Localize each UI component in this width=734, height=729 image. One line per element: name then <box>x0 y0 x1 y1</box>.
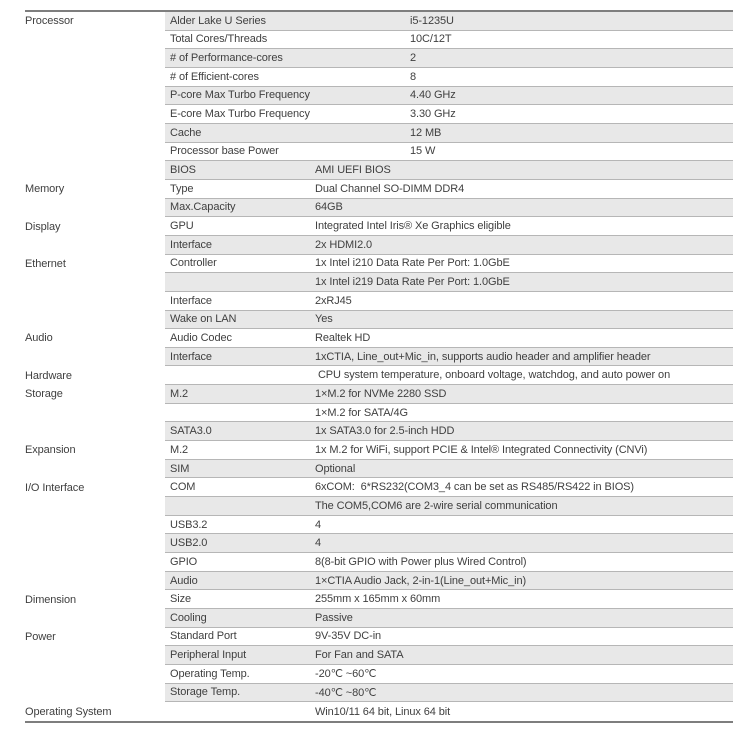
spec-label-cell: Storage Temp. <box>170 686 241 699</box>
spec-table <box>25 10 733 723</box>
spec-row-content <box>165 273 733 292</box>
spec-row <box>25 684 733 703</box>
spec-row-content <box>165 628 733 647</box>
category-cell: Display <box>25 217 165 236</box>
spec-row-content <box>165 460 733 479</box>
spec-value-cell: 4 <box>315 537 322 550</box>
spec-row-content <box>165 665 733 684</box>
spec-row <box>25 329 733 348</box>
spec-value-cell: i5-1235U <box>410 14 454 27</box>
spec-row <box>25 646 733 665</box>
spec-row-content <box>165 702 733 721</box>
spec-row <box>25 49 733 68</box>
spec-value-cell: 64GB <box>315 201 343 214</box>
category-cell: Processor <box>25 12 165 31</box>
spec-value-cell: 1xCTIA, Line_out+Mic_in, supports audio header and amplifier header <box>315 350 651 363</box>
spec-row-content <box>165 609 733 628</box>
spec-value-cell: 2xRJ45 <box>315 294 352 307</box>
category-cell: Operating System <box>25 702 165 721</box>
spec-row <box>25 217 733 236</box>
spec-row-content <box>165 161 733 180</box>
spec-row-content <box>165 87 733 106</box>
spec-row-content <box>165 553 733 572</box>
spec-row <box>25 366 733 385</box>
category-cell: I/O Interface <box>25 478 165 497</box>
spec-row <box>25 199 733 218</box>
category-cell <box>25 236 165 255</box>
spec-row <box>25 31 733 50</box>
spec-row-content <box>165 49 733 68</box>
category-cell <box>25 348 165 367</box>
spec-row-content <box>165 31 733 50</box>
spec-row-content <box>165 404 733 423</box>
spec-row <box>25 460 733 479</box>
spec-value-cell: 1x Intel i210 Data Rate Per Port: 1.0GbE <box>315 257 510 270</box>
spec-value-cell: 12 MB <box>410 126 442 139</box>
spec-row <box>25 348 733 367</box>
spec-value-cell: 8 <box>410 70 417 83</box>
spec-row <box>25 572 733 591</box>
spec-row <box>25 422 733 441</box>
spec-value-cell: 1x Intel i219 Data Rate Per Port: 1.0GbE <box>315 276 510 289</box>
spec-label-cell: Audio Codec <box>170 331 232 344</box>
spec-row <box>25 516 733 535</box>
spec-value-cell: AMI UEFI BIOS <box>315 164 391 177</box>
spec-row-content <box>165 124 733 143</box>
spec-value-cell: 3.30 GHz <box>410 108 456 121</box>
spec-label-cell: # of Efficient-cores <box>170 70 259 83</box>
category-cell <box>25 87 165 106</box>
spec-value-cell: 9V-35V DC-in <box>315 630 382 643</box>
spec-label-cell: Interface <box>170 294 212 307</box>
spec-label-cell: M.2 <box>170 387 189 400</box>
category-cell <box>25 665 165 684</box>
spec-value-cell: 1x M.2 for WiFi, support PCIE & Intel® Integrated Connectivity (CNVi) <box>315 443 648 456</box>
spec-row <box>25 385 733 404</box>
category-cell <box>25 572 165 591</box>
category-cell <box>25 105 165 124</box>
spec-row <box>25 553 733 572</box>
spec-row-content <box>165 572 733 591</box>
spec-label-cell: Processor base Power <box>170 145 279 158</box>
category-cell: Power <box>25 628 165 647</box>
spec-row-content <box>165 255 733 274</box>
category-cell <box>25 49 165 68</box>
category-cell: Dimension <box>25 590 165 609</box>
category-cell <box>25 199 165 218</box>
spec-label-cell: GPIO <box>170 555 198 568</box>
spec-label-cell: Interface <box>170 350 212 363</box>
spec-label-cell: Operating Temp. <box>170 667 250 680</box>
category-cell <box>25 534 165 553</box>
category-cell <box>25 124 165 143</box>
spec-label-cell: Peripheral Input <box>170 649 247 662</box>
spec-label-cell: Total Cores/Threads <box>170 33 268 46</box>
spec-row <box>25 12 733 31</box>
spec-value-cell: 2x HDMI2.0 <box>315 238 373 251</box>
spec-row-content <box>165 199 733 218</box>
spec-row <box>25 255 733 274</box>
spec-value-cell: The COM5,COM6 are 2-wire serial communication <box>315 499 558 512</box>
spec-value-cell: -40℃ ~80℃ <box>315 686 377 699</box>
category-cell: Storage <box>25 385 165 404</box>
spec-value-cell: Integrated Intel Iris® Xe Graphics eligible <box>315 220 511 233</box>
spec-label-cell: Interface <box>170 238 212 251</box>
category-cell: Memory <box>25 180 165 199</box>
spec-value-cell: Dual Channel SO-DIMM DDR4 <box>315 182 465 195</box>
spec-label-cell: USB2.0 <box>170 537 208 550</box>
spec-row-content <box>165 366 733 385</box>
category-cell: Expansion <box>25 441 165 460</box>
spec-row-content <box>165 684 733 703</box>
spec-row-content <box>165 311 733 330</box>
spec-label-cell: GPU <box>170 220 194 233</box>
category-cell <box>25 460 165 479</box>
spec-row <box>25 497 733 516</box>
spec-value-cell: -20℃ ~60℃ <box>315 668 377 681</box>
spec-label-cell: USB3.2 <box>170 518 208 531</box>
spec-label-cell: Audio <box>170 574 198 587</box>
spec-row <box>25 161 733 180</box>
spec-row <box>25 590 733 609</box>
spec-row <box>25 609 733 628</box>
spec-value-cell: 6xCOM: 6*RS232(COM3_4 can be set as RS485/RS422 in BIOS) <box>315 481 634 494</box>
spec-row-content <box>165 646 733 665</box>
spec-row <box>25 273 733 292</box>
spec-row <box>25 105 733 124</box>
spec-row <box>25 236 733 255</box>
spec-value-cell: 4 <box>315 518 322 531</box>
spec-label-cell: Cache <box>170 126 202 139</box>
spec-row <box>25 665 733 684</box>
spec-row-content <box>165 217 733 236</box>
spec-label-cell: Wake on LAN <box>170 313 237 326</box>
spec-label-cell: E-core Max Turbo Frequency <box>170 108 310 121</box>
spec-row <box>25 180 733 199</box>
spec-label-cell: # of Performance-cores <box>170 52 283 65</box>
spec-value-cell: 2 <box>410 52 417 65</box>
spec-row <box>25 404 733 423</box>
spec-label-cell: BIOS <box>170 164 196 177</box>
category-cell <box>25 31 165 50</box>
category-cell <box>25 553 165 572</box>
spec-label-cell: SATA3.0 <box>170 425 212 438</box>
category-cell <box>25 404 165 423</box>
category-cell <box>25 161 165 180</box>
spec-row-content <box>165 441 733 460</box>
spec-value-cell: CPU system temperature, onboard voltage, watchdog, and auto power on <box>315 369 671 382</box>
spec-label-cell: Standard Port <box>170 630 237 643</box>
category-cell: Ethernet <box>25 255 165 274</box>
spec-value-cell: 1×M.2 for NVMe 2280 SSD <box>315 387 447 400</box>
spec-value-cell: 1x SATA3.0 for 2.5-inch HDD <box>315 425 455 438</box>
spec-row <box>25 628 733 647</box>
spec-row-content <box>165 534 733 553</box>
category-cell <box>25 646 165 665</box>
category-cell <box>25 68 165 87</box>
category-cell: Audio <box>25 329 165 348</box>
spec-label-cell: Cooling <box>170 611 207 624</box>
spec-row-content <box>165 329 733 348</box>
spec-row-content <box>165 478 733 497</box>
spec-label-cell: SIM <box>170 462 190 475</box>
spec-row-content <box>165 516 733 535</box>
spec-label-cell: COM <box>170 481 196 494</box>
spec-row-content <box>165 385 733 404</box>
spec-label-cell: Size <box>170 593 191 606</box>
category-cell <box>25 143 165 162</box>
spec-value-cell: For Fan and SATA <box>315 649 404 662</box>
category-cell <box>25 497 165 516</box>
category-cell <box>25 311 165 330</box>
spec-label-cell: Type <box>170 182 194 195</box>
spec-row-content <box>165 590 733 609</box>
spec-value-cell: Optional <box>315 462 356 475</box>
spec-row-content <box>165 143 733 162</box>
category-cell <box>25 609 165 628</box>
spec-row <box>25 87 733 106</box>
spec-label-cell: Controller <box>170 257 217 270</box>
spec-value-cell: 1×M.2 for SATA/4G <box>315 406 408 419</box>
spec-label-cell: Alder Lake U Series <box>170 14 266 27</box>
category-cell <box>25 273 165 292</box>
spec-row-content <box>165 348 733 367</box>
spec-value-cell: 8(8-bit GPIO with Power plus Wired Control) <box>315 555 527 568</box>
spec-row-content <box>165 292 733 311</box>
spec-label-cell: M.2 <box>170 443 189 456</box>
category-cell <box>25 422 165 441</box>
spec-row <box>25 311 733 330</box>
spec-value-cell: 1×CTIA Audio Jack, 2-in-1(Line_out+Mic_in) <box>315 574 527 587</box>
spec-value-cell: 255mm x 165mm x 60mm <box>315 593 441 606</box>
spec-row-content <box>165 422 733 441</box>
spec-row-content <box>165 12 733 31</box>
spec-row-content <box>165 180 733 199</box>
spec-row <box>25 124 733 143</box>
spec-row-content <box>165 105 733 124</box>
spec-value-cell: Win10/11 64 bit, Linux 64 bit <box>315 705 451 718</box>
spec-label-cell: Max.Capacity <box>170 201 236 214</box>
spec-row-content <box>165 497 733 516</box>
category-cell <box>25 684 165 703</box>
category-cell: Hardware <box>25 366 165 385</box>
spec-value-cell: 10C/12T <box>410 33 452 46</box>
category-cell <box>25 292 165 311</box>
spec-row <box>25 292 733 311</box>
spec-row <box>25 143 733 162</box>
spec-row-content <box>165 236 733 255</box>
spec-row <box>25 68 733 87</box>
spec-row <box>25 441 733 460</box>
spec-row <box>25 702 733 721</box>
spec-value-cell: Realtek HD <box>315 331 371 344</box>
spec-value-cell: 4.40 GHz <box>410 89 456 102</box>
spec-value-cell: Yes <box>315 313 333 326</box>
spec-value-cell: Passive <box>315 611 353 624</box>
spec-row <box>25 478 733 497</box>
spec-row <box>25 534 733 553</box>
spec-row-content <box>165 68 733 87</box>
spec-value-cell: 15 W <box>410 145 436 158</box>
category-cell <box>25 516 165 535</box>
spec-label-cell: P-core Max Turbo Frequency <box>170 89 310 102</box>
